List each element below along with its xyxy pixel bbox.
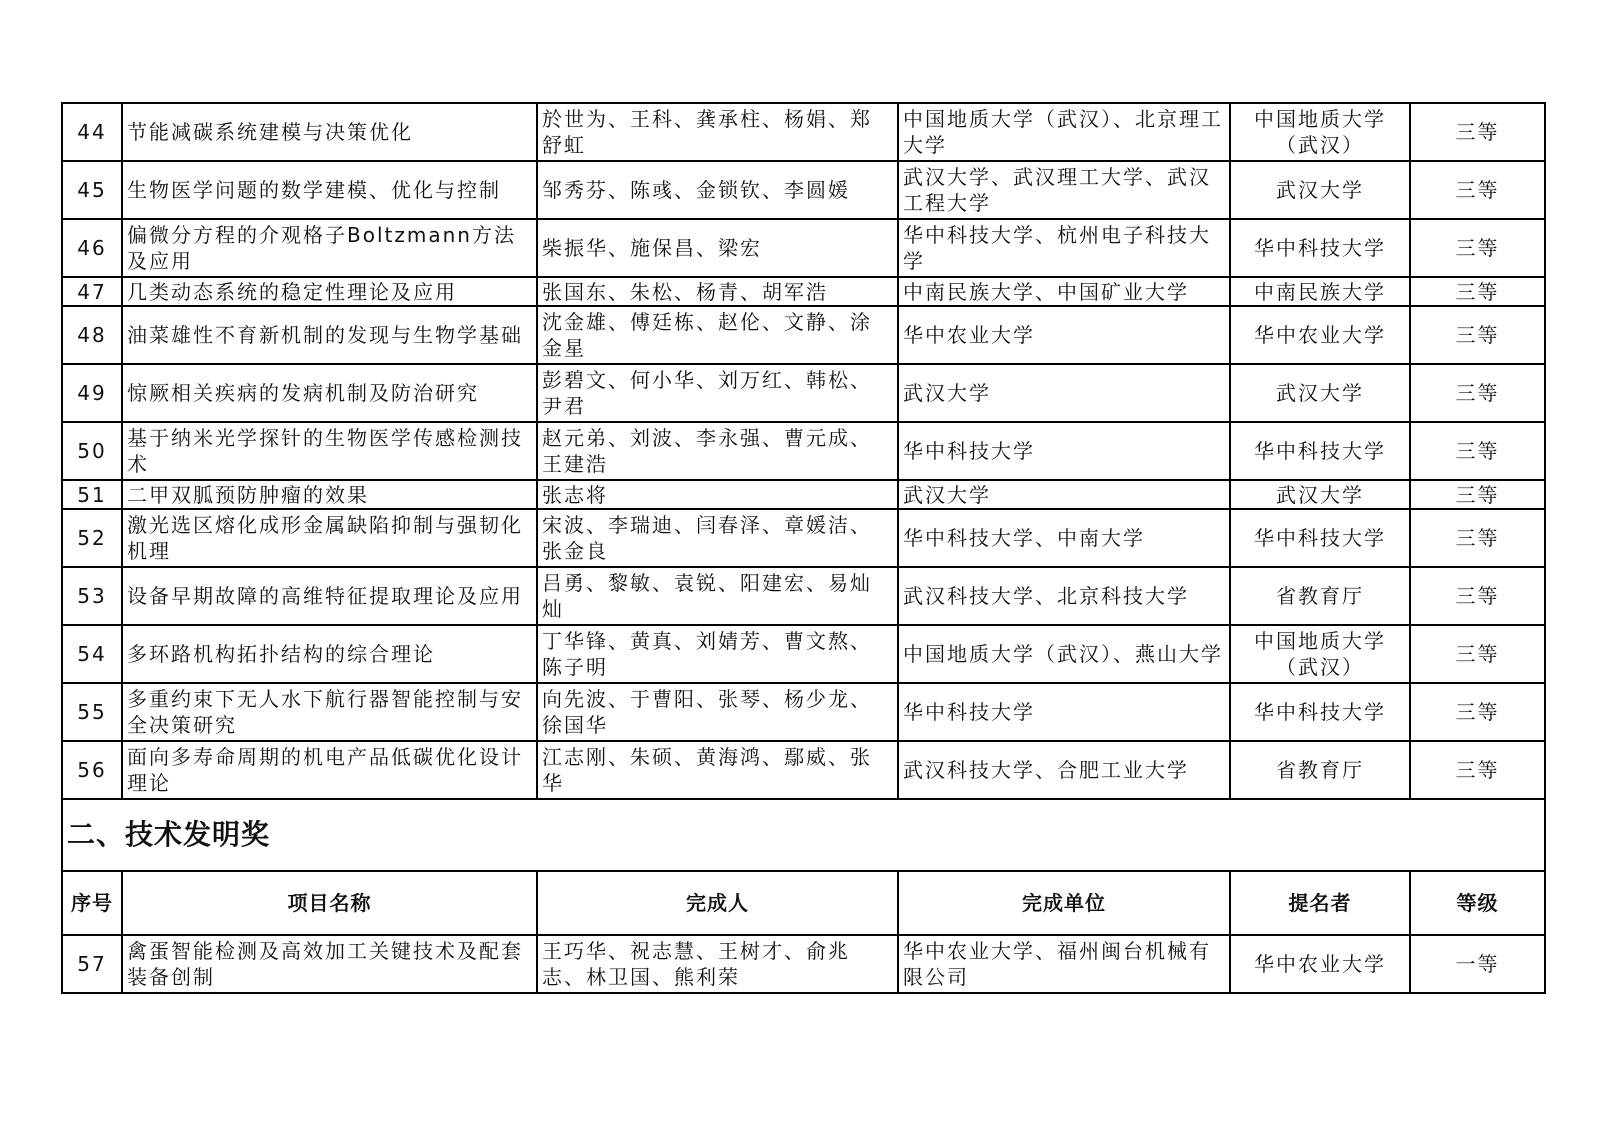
row-number: 52 — [62, 509, 122, 567]
award-level: 三等 — [1410, 567, 1545, 625]
row-number: 57 — [62, 935, 122, 993]
table-row — [62, 103, 1545, 161]
completing-unit: 武汉大学 — [898, 480, 1230, 509]
award-table — [61, 102, 1546, 994]
row-number: 54 — [62, 625, 122, 683]
award-level: 三等 — [1410, 625, 1545, 683]
science-award-rows — [62, 103, 1545, 799]
project-name: 激光选区熔化成形金属缺陷抑制与强韧化机理 — [122, 509, 537, 567]
completers: 宋波、李瑞迪、闫春泽、章媛洁、张金良 — [537, 509, 898, 567]
nominator: 武汉大学 — [1230, 161, 1410, 219]
completing-unit: 华中科技大学、杭州电子科技大学 — [898, 219, 1230, 277]
row-number: 55 — [62, 683, 122, 741]
project-name: 基于纳米光学探针的生物医学传感检测技术 — [122, 422, 537, 480]
nominator: 省教育厅 — [1230, 741, 1410, 799]
completers: 王巧华、祝志慧、王树才、俞兆志、林卫国、熊利荣 — [537, 935, 898, 993]
project-name: 禽蛋智能检测及高效加工关键技术及配套装备创制 — [122, 935, 537, 993]
award-list-page — [61, 102, 1544, 994]
project-name: 惊厥相关疾病的发病机制及防治研究 — [122, 364, 537, 422]
nominator: 华中科技大学 — [1230, 509, 1410, 567]
header-unit: 完成单位 — [898, 871, 1230, 935]
award-level: 三等 — [1410, 741, 1545, 799]
completers: 柴振华、施保昌、梁宏 — [537, 219, 898, 277]
award-level: 三等 — [1410, 306, 1545, 364]
completers: 赵元弟、刘波、李永强、曹元成、王建浩 — [537, 422, 898, 480]
completers: 向先波、于曹阳、张琴、杨少龙、徐国华 — [537, 683, 898, 741]
completing-unit: 华中农业大学 — [898, 306, 1230, 364]
completing-unit: 中国地质大学（武汉）、北京理工大学 — [898, 103, 1230, 161]
completers: 张志将 — [537, 480, 898, 509]
completing-unit: 中南民族大学、中国矿业大学 — [898, 277, 1230, 306]
header-people: 完成人 — [537, 871, 898, 935]
header-name: 项目名称 — [122, 871, 537, 935]
project-name: 油菜雄性不育新机制的发现与生物学基础 — [122, 306, 537, 364]
table-row — [62, 364, 1545, 422]
table-row — [62, 567, 1545, 625]
tech-invention-rows — [62, 935, 1545, 993]
nominator: 中国地质大学（武汉） — [1230, 625, 1410, 683]
project-name: 多环路机构拓扑结构的综合理论 — [122, 625, 537, 683]
completers: 张国东、朱松、杨青、胡军浩 — [537, 277, 898, 306]
nominator: 华中科技大学 — [1230, 422, 1410, 480]
completing-unit: 武汉科技大学、北京科技大学 — [898, 567, 1230, 625]
table-row — [62, 935, 1545, 993]
nominator: 华中农业大学 — [1230, 306, 1410, 364]
nominator: 武汉大学 — [1230, 364, 1410, 422]
award-level: 三等 — [1410, 422, 1545, 480]
completing-unit: 华中农业大学、福州闽台机械有限公司 — [898, 935, 1230, 993]
award-level: 三等 — [1410, 364, 1545, 422]
nominator: 中国地质大学（武汉） — [1230, 103, 1410, 161]
row-number: 50 — [62, 422, 122, 480]
header-no: 序号 — [62, 871, 122, 935]
project-name: 二甲双胍预防肿瘤的效果 — [122, 480, 537, 509]
project-name: 面向多寿命周期的机电产品低碳优化设计理论 — [122, 741, 537, 799]
header-nominator: 提名者 — [1230, 871, 1410, 935]
project-name: 偏微分方程的介观格子Boltzmann方法及应用 — [122, 219, 537, 277]
table-row — [62, 161, 1545, 219]
completing-unit: 武汉大学、武汉理工大学、武汉工程大学 — [898, 161, 1230, 219]
completing-unit: 中国地质大学（武汉）、燕山大学 — [898, 625, 1230, 683]
completers: 彭碧文、何小华、刘万红、韩松、尹君 — [537, 364, 898, 422]
header-level: 等级 — [1410, 871, 1545, 935]
completers: 江志刚、朱硕、黄海鸿、鄢威、张华 — [537, 741, 898, 799]
completing-unit: 华中科技大学、中南大学 — [898, 509, 1230, 567]
project-name: 生物医学问题的数学建模、优化与控制 — [122, 161, 537, 219]
award-level: 三等 — [1410, 509, 1545, 567]
completers: 沈金雄、傅廷栋、赵伦、文静、涂金星 — [537, 306, 898, 364]
completing-unit: 华中科技大学 — [898, 422, 1230, 480]
tech-invention-section — [62, 799, 1545, 935]
row-number: 48 — [62, 306, 122, 364]
row-number: 49 — [62, 364, 122, 422]
award-level: 一等 — [1410, 935, 1545, 993]
table-row — [62, 219, 1545, 277]
table-row — [62, 480, 1545, 509]
completing-unit: 华中科技大学 — [898, 683, 1230, 741]
completing-unit: 武汉科技大学、合肥工业大学 — [898, 741, 1230, 799]
row-number: 47 — [62, 277, 122, 306]
row-number: 51 — [62, 480, 122, 509]
completing-unit: 武汉大学 — [898, 364, 1230, 422]
row-number: 46 — [62, 219, 122, 277]
nominator: 华中农业大学 — [1230, 935, 1410, 993]
section-title: 二、技术发明奖 — [62, 799, 1545, 871]
nominator: 武汉大学 — [1230, 480, 1410, 509]
completers: 邹秀芬、陈彧、金锁钦、李圆媛 — [537, 161, 898, 219]
award-level: 三等 — [1410, 103, 1545, 161]
award-level: 三等 — [1410, 683, 1545, 741]
project-name: 设备早期故障的高维特征提取理论及应用 — [122, 567, 537, 625]
table-row — [62, 625, 1545, 683]
table-row — [62, 683, 1545, 741]
completers: 丁华锋、黄真、刘婧芳、曹文熬、陈子明 — [537, 625, 898, 683]
row-number: 56 — [62, 741, 122, 799]
completers: 於世为、王科、龚承柱、杨娟、郑舒虹 — [537, 103, 898, 161]
project-name: 节能减碳系统建模与决策优化 — [122, 103, 537, 161]
award-level: 三等 — [1410, 161, 1545, 219]
nominator: 中南民族大学 — [1230, 277, 1410, 306]
award-level: 三等 — [1410, 277, 1545, 306]
table-row — [62, 277, 1545, 306]
project-name: 几类动态系统的稳定性理论及应用 — [122, 277, 537, 306]
table-row — [62, 422, 1545, 480]
table-row — [62, 509, 1545, 567]
row-number: 53 — [62, 567, 122, 625]
table-row — [62, 741, 1545, 799]
project-name: 多重约束下无人水下航行器智能控制与安全决策研究 — [122, 683, 537, 741]
nominator: 省教育厅 — [1230, 567, 1410, 625]
table-row — [62, 306, 1545, 364]
table-header-row — [62, 871, 1545, 935]
nominator: 华中科技大学 — [1230, 683, 1410, 741]
row-number: 45 — [62, 161, 122, 219]
award-level: 三等 — [1410, 219, 1545, 277]
nominator: 华中科技大学 — [1230, 219, 1410, 277]
award-level: 三等 — [1410, 480, 1545, 509]
row-number: 44 — [62, 103, 122, 161]
completers: 吕勇、黎敏、袁锐、阳建宏、易灿灿 — [537, 567, 898, 625]
